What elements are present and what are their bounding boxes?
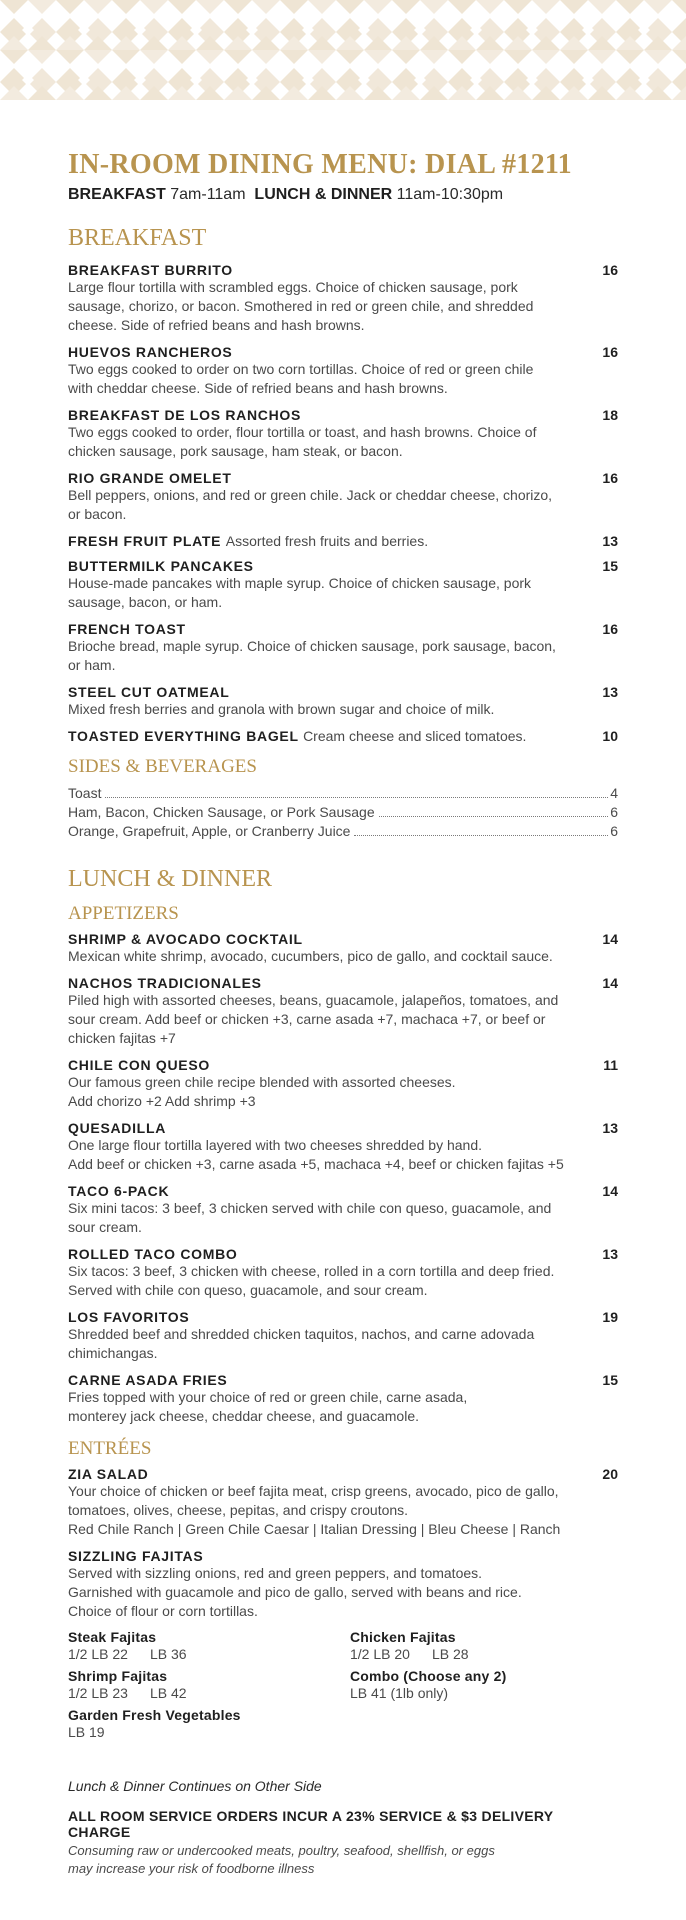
- item-description: Bell peppers, onions, and red or green chile. Jack or cheddar cheese, chorizo, or bacon.: [68, 487, 553, 522]
- item-price: 19: [602, 1309, 618, 1325]
- item-price: 18: [602, 407, 618, 423]
- item-name: FRESH FRUIT PLATE: [68, 533, 222, 549]
- menu-item-breakfast-burrito: [68, 262, 618, 335]
- fajita-option-chicken: [350, 1629, 618, 1664]
- item-addons: Served with chile con queso, guacamole, and sour cream.: [68, 1282, 428, 1298]
- item-description: Shredded beef and shredded chicken taquitos, nachos, and carne adovada chimichangas.: [68, 1326, 535, 1361]
- item-addons: Add chorizo +2 Add shrimp +3: [68, 1093, 256, 1109]
- entrees-heading: ENTRÉES: [68, 1438, 152, 1459]
- breakfast-hours: 7am-11am: [170, 186, 246, 203]
- fajita-full-price: LB 28: [431, 1646, 469, 1662]
- fajita-half-price: 1/2 LB 22: [68, 1646, 128, 1662]
- fajita-half-price: 1/2 LB 20: [350, 1646, 410, 1662]
- lunch-dinner-heading: LUNCH & DINNER: [68, 866, 272, 892]
- item-price: 16: [602, 621, 618, 637]
- item-description: Piled high with assorted cheeses, beans, guacamole, jalapeños, tomatoes, and sour cream. Add beef or chicken +3, carne asada +7, machaca +7, or beef or chicken fajitas +7: [68, 992, 559, 1046]
- fajita-name: Shrimp Fajitas: [68, 1668, 168, 1684]
- menu-item-huevos-rancheros: [68, 344, 618, 398]
- fajita-option-steak: [68, 1629, 350, 1664]
- side-label: Ham, Bacon, Chicken Sausage, or Pork Sausage: [68, 804, 375, 820]
- menu-item-quesadilla: [68, 1120, 618, 1174]
- item-name: FRENCH TOAST: [68, 621, 186, 637]
- item-description-3: Choice of flour or corn tortillas.: [68, 1603, 258, 1619]
- decorative-pattern-banner: [0, 0, 686, 100]
- side-row-juice: [68, 822, 618, 841]
- item-description: House-made pancakes with maple syrup. Choice of chicken sausage, pork sausage, bacon, or ham.: [68, 575, 532, 610]
- menu-item-taco-6-pack: [68, 1183, 618, 1237]
- item-price: 15: [602, 1372, 618, 1388]
- item-price: 11: [603, 1057, 618, 1073]
- menu-content: [68, 148, 618, 1878]
- item-price: 16: [602, 344, 618, 360]
- item-description: Cream cheese and sliced tomatoes.: [303, 728, 527, 744]
- item-name: TOASTED EVERYTHING BAGEL: [68, 728, 299, 744]
- fajita-name: Steak Fajitas: [68, 1629, 157, 1645]
- fajita-option-vegetables: [68, 1707, 350, 1742]
- item-addons: Add beef or chicken +3, carne asada +5, machaca +4, beef or chicken fajitas +5: [68, 1156, 564, 1172]
- item-description: Fries topped with your choice of red or green chile, carne asada, monterey jack cheese, cheddar cheese, and guacamole.: [68, 1389, 468, 1424]
- breakfast-heading: BREAKFAST: [68, 225, 207, 251]
- menu-item-carne-asada-fries: [68, 1372, 618, 1426]
- item-description: Mixed fresh berries and granola with brown sugar and choice of milk.: [68, 701, 495, 717]
- item-name: HUEVOS RANCHEROS: [68, 344, 233, 360]
- menu-item-shrimp-avocado-cocktail: [68, 931, 618, 966]
- item-name: STEEL CUT OATMEAL: [68, 684, 230, 700]
- dot-leader: [105, 797, 608, 798]
- dot-leader: [354, 835, 608, 836]
- menu-item-buttermilk-pancakes: [68, 558, 618, 612]
- fajita-option-combo: [350, 1668, 618, 1703]
- item-name: BUTTERMILK PANCAKES: [68, 558, 254, 574]
- item-name: SIZZLING FAJITAS: [68, 1548, 204, 1564]
- lunch-hours: 11am-10:30pm: [396, 186, 504, 203]
- item-name: TACO 6-PACK: [68, 1183, 170, 1199]
- item-price: 15: [602, 558, 618, 574]
- item-name: CHILE CON QUESO: [68, 1057, 210, 1073]
- item-price: 14: [602, 1183, 618, 1199]
- appetizers-heading: APPETIZERS: [68, 903, 179, 924]
- item-price: 13: [602, 1120, 618, 1136]
- item-dressings: Red Chile Ranch | Green Chile Caesar | Italian Dressing | Bleu Cheese | Ranch: [68, 1521, 561, 1537]
- side-price: 6: [610, 804, 618, 820]
- menu-item-breakfast-de-los-ranchos: [68, 407, 618, 461]
- item-price: 13: [602, 533, 618, 549]
- item-name: RIO GRANDE OMELET: [68, 470, 232, 486]
- menu-item-rio-grande-omelet: [68, 470, 618, 524]
- breakfast-hours-label: BREAKFAST: [68, 186, 166, 203]
- fajita-options: [68, 1629, 618, 1742]
- side-row-meats: [68, 803, 618, 822]
- menu-item-zia-salad: [68, 1466, 618, 1539]
- item-price: 14: [602, 931, 618, 947]
- item-name: QUESADILLA: [68, 1120, 166, 1136]
- item-price: 16: [602, 470, 618, 486]
- item-description: Your choice of chicken or beef fajita meat, crisp greens, avocado, pico de gallo, tomatoes, olives, cheese, pepitas, and crispy croutons.: [68, 1483, 559, 1518]
- menu-item-nachos-tradicionales: [68, 975, 618, 1048]
- fajita-option-shrimp: [68, 1668, 350, 1703]
- continue-note: Lunch & Dinner Continues on Other Side: [68, 1778, 322, 1794]
- fajita-price: LB 41 (1lb only): [350, 1685, 449, 1701]
- fajita-name: Chicken Fajitas: [350, 1629, 456, 1645]
- item-name: ROLLED TACO COMBO: [68, 1246, 238, 1262]
- food-safety-warning-line-1: Consuming raw or undercooked meats, poultry, seafood, shellfish, or eggs: [68, 1843, 495, 1858]
- item-description: Assorted fresh fruits and berries.: [225, 533, 429, 549]
- service-charge-notice: ALL ROOM SERVICE ORDERS INCUR A 23% SERVICE & $3 DELIVERY CHARGE: [68, 1808, 554, 1840]
- menu-item-toasted-everything-bagel: [68, 728, 618, 744]
- service-hours: [68, 186, 618, 204]
- menu-item-sizzling-fajitas: [68, 1548, 618, 1742]
- fajita-name: Combo (Choose any 2): [350, 1668, 507, 1684]
- item-price: 14: [602, 975, 618, 991]
- item-description: One large flour tortilla layered with two cheeses shredded by hand.: [68, 1137, 483, 1153]
- item-price: 13: [602, 684, 618, 700]
- side-price: 4: [610, 785, 618, 801]
- menu-item-los-favoritos: [68, 1309, 618, 1363]
- side-label: Toast: [68, 785, 102, 801]
- dot-leader: [379, 816, 609, 817]
- lunch-hours-label: LUNCH & DINNER: [254, 186, 393, 203]
- item-description: Two eggs cooked to order, flour tortilla or toast, and hash browns. Choice of chicken sausage, pork sausage, ham steak, or bacon.: [68, 424, 537, 459]
- item-description-2: Garnished with guacamole and pico de gallo, served with beans and rice.: [68, 1584, 522, 1600]
- fajita-name: Garden Fresh Vegetables: [68, 1707, 241, 1723]
- item-description: Served with sizzling onions, red and green peppers, and tomatoes.: [68, 1565, 483, 1581]
- menu-item-steel-cut-oatmeal: [68, 684, 618, 719]
- item-description: Six tacos: 3 beef, 3 chicken with cheese, rolled in a corn tortilla and deep fried.: [68, 1263, 555, 1279]
- fajita-full-price: LB 36: [149, 1646, 187, 1662]
- item-name: CARNE ASADA FRIES: [68, 1372, 228, 1388]
- fajita-half-price: 1/2 LB 23: [68, 1685, 128, 1701]
- item-name: ZIA SALAD: [68, 1466, 149, 1482]
- item-description: Six mini tacos: 3 beef, 3 chicken served with chile con queso, guacamole, and sour cream.: [68, 1200, 552, 1235]
- item-name: LOS FAVORITOS: [68, 1309, 190, 1325]
- fajita-price: LB 19: [68, 1724, 105, 1740]
- item-description: Brioche bread, maple syrup. Choice of chicken sausage, pork sausage, bacon, or ham.: [68, 638, 556, 673]
- menu-item-french-toast: [68, 621, 618, 675]
- menu-title: IN-ROOM DINING MENU: DIAL #1211: [68, 149, 572, 180]
- item-price: 13: [602, 1246, 618, 1262]
- item-description: Large flour tortilla with scrambled eggs. Choice of chicken sausage, pork sausage, chorizo, or bacon. Smothered in red or green chile, and shredded cheese. Side of refried beans and hash browns.: [68, 279, 534, 333]
- sides-heading: SIDES & BEVERAGES: [68, 756, 257, 777]
- item-name: NACHOS TRADICIONALES: [68, 975, 262, 991]
- side-label: Orange, Grapefruit, Apple, or Cranberry Juice: [68, 823, 351, 839]
- item-description: Mexican white shrimp, avocado, cucumbers, pico de gallo, and cocktail sauce.: [68, 948, 553, 964]
- food-safety-warning-line-2: may increase your risk of foodborne illness: [68, 1861, 315, 1876]
- item-price: 16: [602, 262, 618, 278]
- item-price: 10: [602, 728, 618, 744]
- fajita-full-price: LB 42: [149, 1685, 187, 1701]
- menu-item-fresh-fruit-plate: [68, 533, 618, 549]
- item-name: SHRIMP & AVOCADO COCKTAIL: [68, 931, 303, 947]
- item-description: Our famous green chile recipe blended with assorted cheeses.: [68, 1074, 456, 1090]
- menu-item-chile-con-queso: [68, 1057, 618, 1111]
- item-description: Two eggs cooked to order on two corn tortillas. Choice of red or green chile with cheddar cheese. Side of refried beans and hash browns.: [68, 361, 534, 396]
- menu-item-rolled-taco-combo: [68, 1246, 618, 1300]
- item-name: BREAKFAST DE LOS RANCHOS: [68, 407, 302, 423]
- side-row-toast: [68, 784, 618, 803]
- item-name: BREAKFAST BURRITO: [68, 262, 233, 278]
- item-price: 20: [602, 1466, 618, 1482]
- side-price: 6: [610, 823, 618, 839]
